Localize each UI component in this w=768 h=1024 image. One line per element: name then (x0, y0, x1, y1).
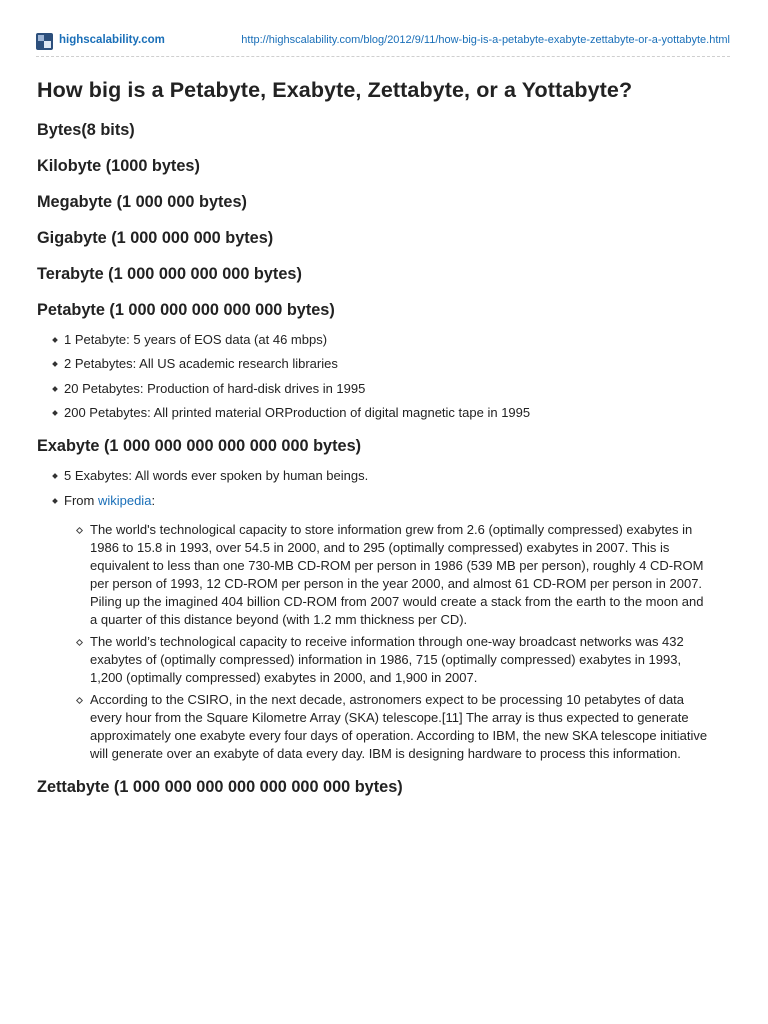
list-item (53, 331, 717, 349)
sub-bullet-icon (76, 697, 83, 704)
heading-megabyte: Megabyte (1 000 000 bytes) (37, 193, 247, 211)
bullet-icon (52, 473, 58, 479)
sub-bullet-icon (76, 527, 83, 534)
list-item (53, 467, 717, 485)
sub-list-item (73, 633, 717, 687)
list-item-text: 1 Petabyte: 5 years of EOS data (at 46 mbps) (64, 332, 328, 347)
heading-exabyte: Exabyte (1 000 000 000 000 000 000 bytes) (37, 437, 362, 456)
bullet-icon (52, 498, 58, 504)
list-item (53, 404, 717, 422)
petabyte-list (37, 331, 717, 422)
sub-list-item (73, 521, 717, 629)
list-item (53, 492, 717, 763)
list-item-text: 200 Petabytes: All printed material ORProduction of digital magnetic tape in 1995 (64, 405, 531, 421)
sub-list-item (73, 691, 717, 763)
heading-terabyte: Terabyte (1 000 000 000 000 bytes) (37, 265, 302, 283)
site-link[interactable]: highscalability.com (59, 34, 165, 46)
heading-petabyte: Petabyte (1 000 000 000 000 000 bytes) (37, 301, 335, 319)
heading-bytes: Bytes(8 bits) (37, 121, 135, 139)
heading-kilobyte: Kilobyte (1000 bytes) (37, 157, 200, 175)
bullet-icon (52, 386, 58, 392)
sub-list-item-text: The world's technological capacity to store information grew from 2.6 (optimally compressed) exabytes in 1986 to 15.8 in 1993, over 54.5 in 2000, and to 295 (optimally compressed) exabytes in 2007. This is equivalent to less than one 730-MB CD-ROM per person in 1986 (539 MB per person), roughly 4 CD-ROM per person of 1993, 12 CD-ROM per person in the year 2000, and almost 61 CD-ROM per person in 2007. Piling up the imagined 404 billion CD-ROM from 2007 would create a stack from the earth to the moon and a quarter of this distance beyond (with 1.2 mm thickness per CD). (90, 521, 704, 627)
sub-list-item-text: The world’s technological capacity to receive information through one-way broadcast networks was 432 exabytes of (optimally compressed) information in 1986, 715 (optimally compressed) exabytes in 1993, 1,200 (optimally compressed) exabytes in 2000, and 1,900 in 2007. (90, 633, 684, 685)
sub-bullet-icon (76, 639, 83, 646)
colon: : (151, 492, 156, 508)
site-logo-icon (36, 33, 53, 50)
page-header (36, 30, 730, 57)
list-item-text: 20 Petabytes: Production of hard-disk drives in 1995 (64, 380, 366, 396)
bullet-icon (52, 337, 58, 343)
heading-zettabyte: Zettabyte (1 000 000 000 000 000 000 000 bytes) (37, 777, 403, 796)
heading-gigabyte: Gigabyte (1 000 000 000 bytes) (37, 229, 274, 247)
list-item (53, 355, 717, 373)
page-title: How big is a Petabyte, Exabyte, Zettabyte, or a Yottabyte? (37, 78, 633, 102)
bullet-icon (52, 362, 58, 368)
exabyte-list (37, 467, 717, 762)
list-item-text: 2 Petabytes: All US academic research libraries (64, 356, 338, 372)
article-content (37, 78, 717, 814)
list-item (53, 380, 717, 398)
page-url-link[interactable]: http://highscalability.com/blog/2012/9/11/how-big-is-a-petabyte-exabyte-zettabyte-or-a-yottabyte.html (241, 34, 730, 46)
wikipedia-sublist (64, 521, 717, 763)
list-item-text: 5 Exabytes: All words ever spoken by human beings. (64, 468, 369, 484)
bullet-icon (52, 410, 58, 416)
from-label: From (64, 492, 98, 508)
wikipedia-link[interactable]: wikipedia (97, 492, 152, 508)
sub-list-item-text: According to the CSIRO, in the next decade, astronomers expect to be processing 10 petabytes of data every hour from the Square Kilometre Array (SKA) telescope.[11] The array is thus expected to generate approximately one exabyte every four days of operation. According to IBM, the new SKA telescope initiative will generate over an exabyte of data every day. IBM is designing hardware to process this information. (90, 691, 708, 761)
